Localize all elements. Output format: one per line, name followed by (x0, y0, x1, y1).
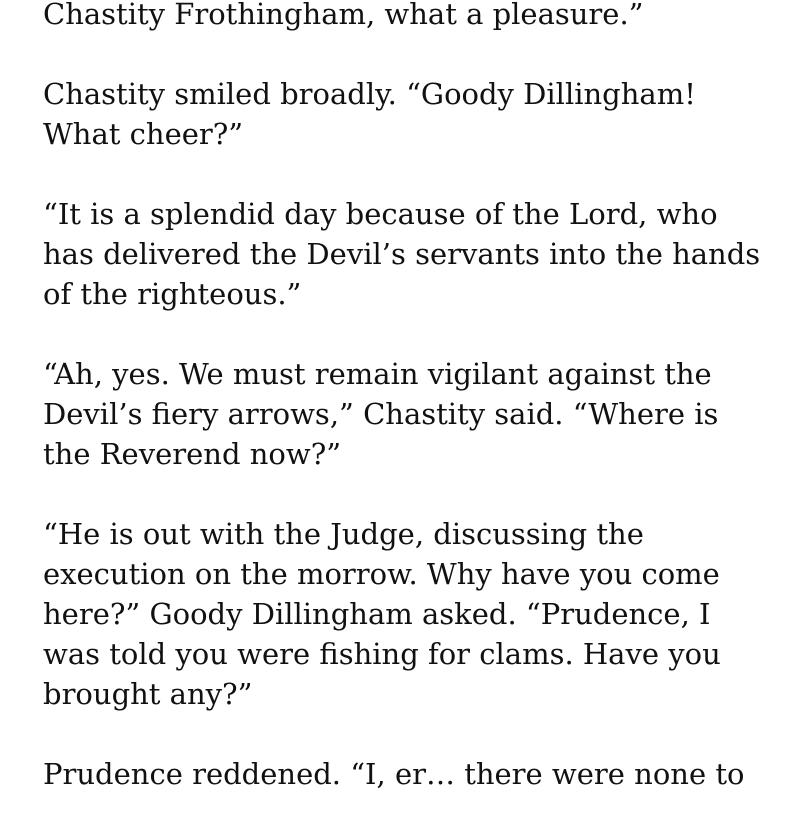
text-line: here?” Goody Dillingham asked. “Prudence, I (43, 597, 711, 631)
paragraph (43, 194, 783, 314)
text-line: Devil’s fiery arrows,” Chastity said. “Where is (43, 397, 719, 431)
text-line: Chastity smiled broadly. “Goody Dillingham! (43, 77, 696, 111)
paragraph (43, 74, 783, 154)
text-line: the Reverend now?” (43, 437, 342, 471)
text-line: of the righteous.” (43, 277, 302, 311)
text-line: brought any?” (43, 677, 253, 711)
paragraph (43, 514, 783, 714)
document-page (43, 0, 783, 834)
text-line: “Ah, yes. We must remain vigilant against the (43, 357, 712, 391)
text-line: “He is out with the Judge, discussing the (43, 517, 644, 551)
text-line: has delivered the Devil’s servants into the hands (43, 237, 761, 271)
text-line: Prudence reddened. “I, er… there were none to (43, 757, 745, 791)
paragraph (43, 754, 783, 794)
text-line: was told you were fishing for clams. Have you (43, 637, 721, 671)
text-line: execution on the morrow. Why have you come (43, 557, 720, 591)
text-line: What cheer?” (43, 117, 244, 151)
paragraph (43, 354, 783, 474)
paragraph (43, 0, 783, 34)
text-line: Chastity Frothingham, what a pleasure.” (43, 0, 644, 31)
text-line: “It is a splendid day because of the Lord, who (43, 197, 718, 231)
